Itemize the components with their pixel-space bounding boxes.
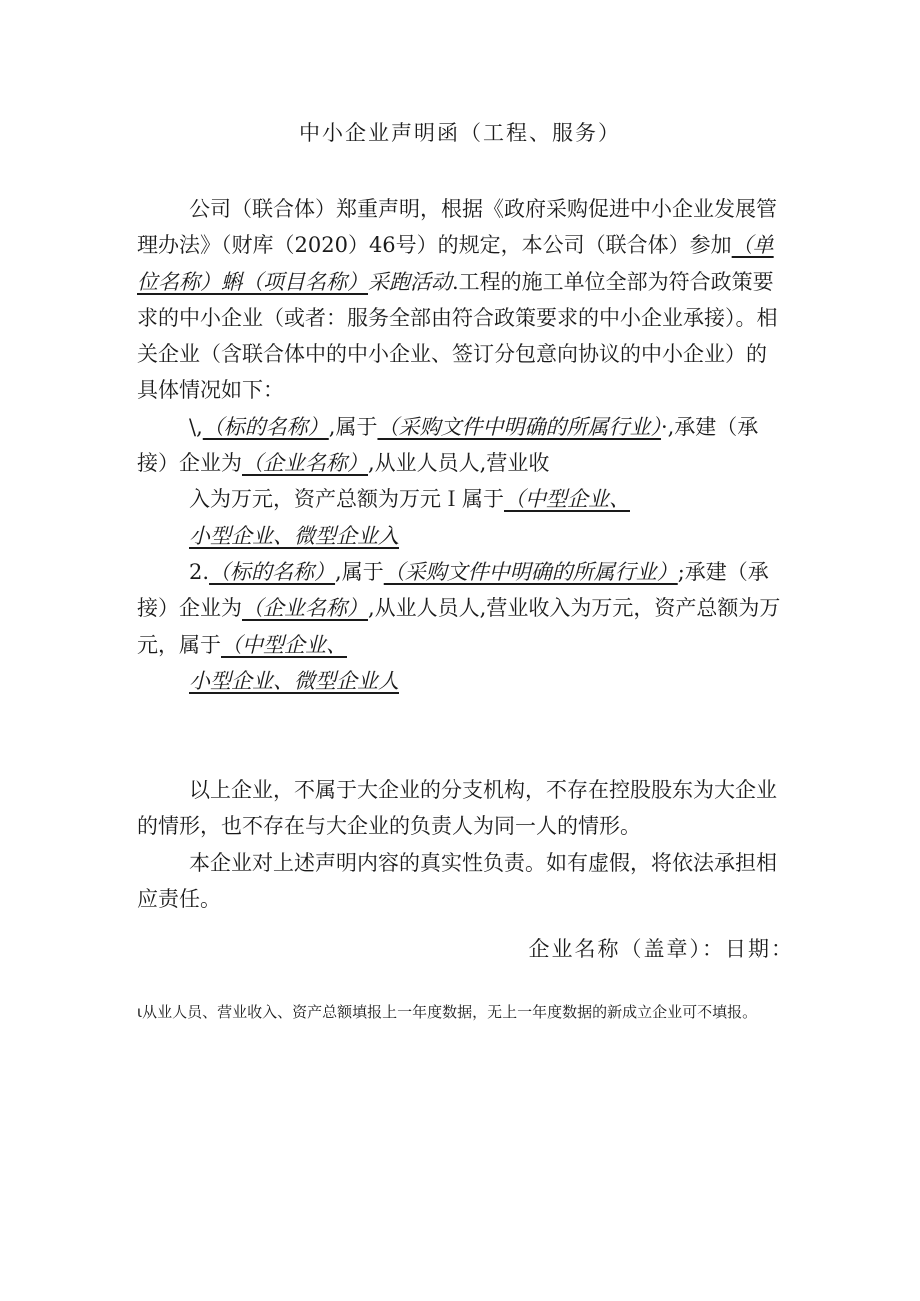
item-2-size-b: 小型企业、微型企业人 (189, 668, 399, 693)
item-1 (137, 409, 785, 554)
branch-paragraph: 以上企业，不属于大企业的分支机构，不存在控股股东为大企业的情形，也不存在与大企业的负责人为同一人的情形。 (137, 778, 777, 839)
item-2 (137, 554, 785, 699)
document-title: 中小企业声明函（工程、服务） (299, 121, 621, 145)
item-1-bid-name: （标的名称） (202, 414, 329, 439)
intro-text-2: .工程的施工单位全部为符合政策要求的中小企业（或者：服务全部由符合政策要求的中小企业承接）。相关企业（含联合体中的中小企业、签订分包意向协议的中小企业）的具体情况如下： (137, 269, 778, 403)
item-1-line-4 (137, 481, 785, 517)
intro-text-1: 公司（联合体）郑重声明，根据《政府采购促进中小企业发展管理办法》（财库（2020）46号）的规定，本公司（联合体）参加 (137, 197, 777, 258)
item-2-bid-name: （标的名称） (209, 559, 336, 584)
item-1-size-a: （中型企业、 (504, 487, 630, 512)
signature-line: 企业名称（盖章）：日期： (528, 937, 794, 961)
declaration-body (137, 191, 785, 699)
item-1-text-2: ·,承建（承接）企业为 (137, 414, 759, 476)
item-2-number: 2. (189, 559, 210, 584)
intro-fill-mid: 蝌 (221, 269, 242, 294)
item-2-text-1: ,属于 (335, 559, 384, 584)
item-1-text-3: ,从业人员人,营业收 (368, 451, 550, 476)
item-2-text-2: ;承建（承接）企业为 (137, 559, 769, 621)
item-2-industry: （采购文件中明确的所属行业） (383, 559, 678, 584)
footnote: ι从业人员、营业收入、资产总额填报上一年度数据，无上一年度数据的新成立企业可不填报。 (137, 1003, 758, 1021)
closing-body (137, 772, 785, 917)
item-1-size-b: 小型企业、微型企业入 (189, 523, 399, 548)
item-1-text-4: 入为万元，资产总额为万元Ｉ属于 (189, 487, 504, 512)
item-1-text-1: ,属于 (328, 414, 378, 439)
item-2-size-a: （中型企业、 (221, 632, 347, 657)
unit-name-blank: （单位名称） (137, 233, 774, 294)
project-name-blank: （项目名称） (242, 269, 368, 294)
intro-fill-end: 采跑活动 (368, 269, 452, 294)
responsibility-paragraph: 本企业对上述声明内容的真实性负责。如有虚假，将依法承担相应责任。 (137, 850, 777, 911)
intro-paragraph (137, 191, 785, 409)
item-2-text-3: ,从业人员人,营业收入为万元，资产总额为万元，属于 (137, 596, 781, 657)
item-2-company-name: （企业名称） (242, 596, 368, 621)
item-1-company-name: （企业名称） (242, 451, 368, 476)
item-1-industry: （采购文件中明确的所属行业） (377, 414, 661, 439)
item-1-number: \, (189, 414, 203, 439)
